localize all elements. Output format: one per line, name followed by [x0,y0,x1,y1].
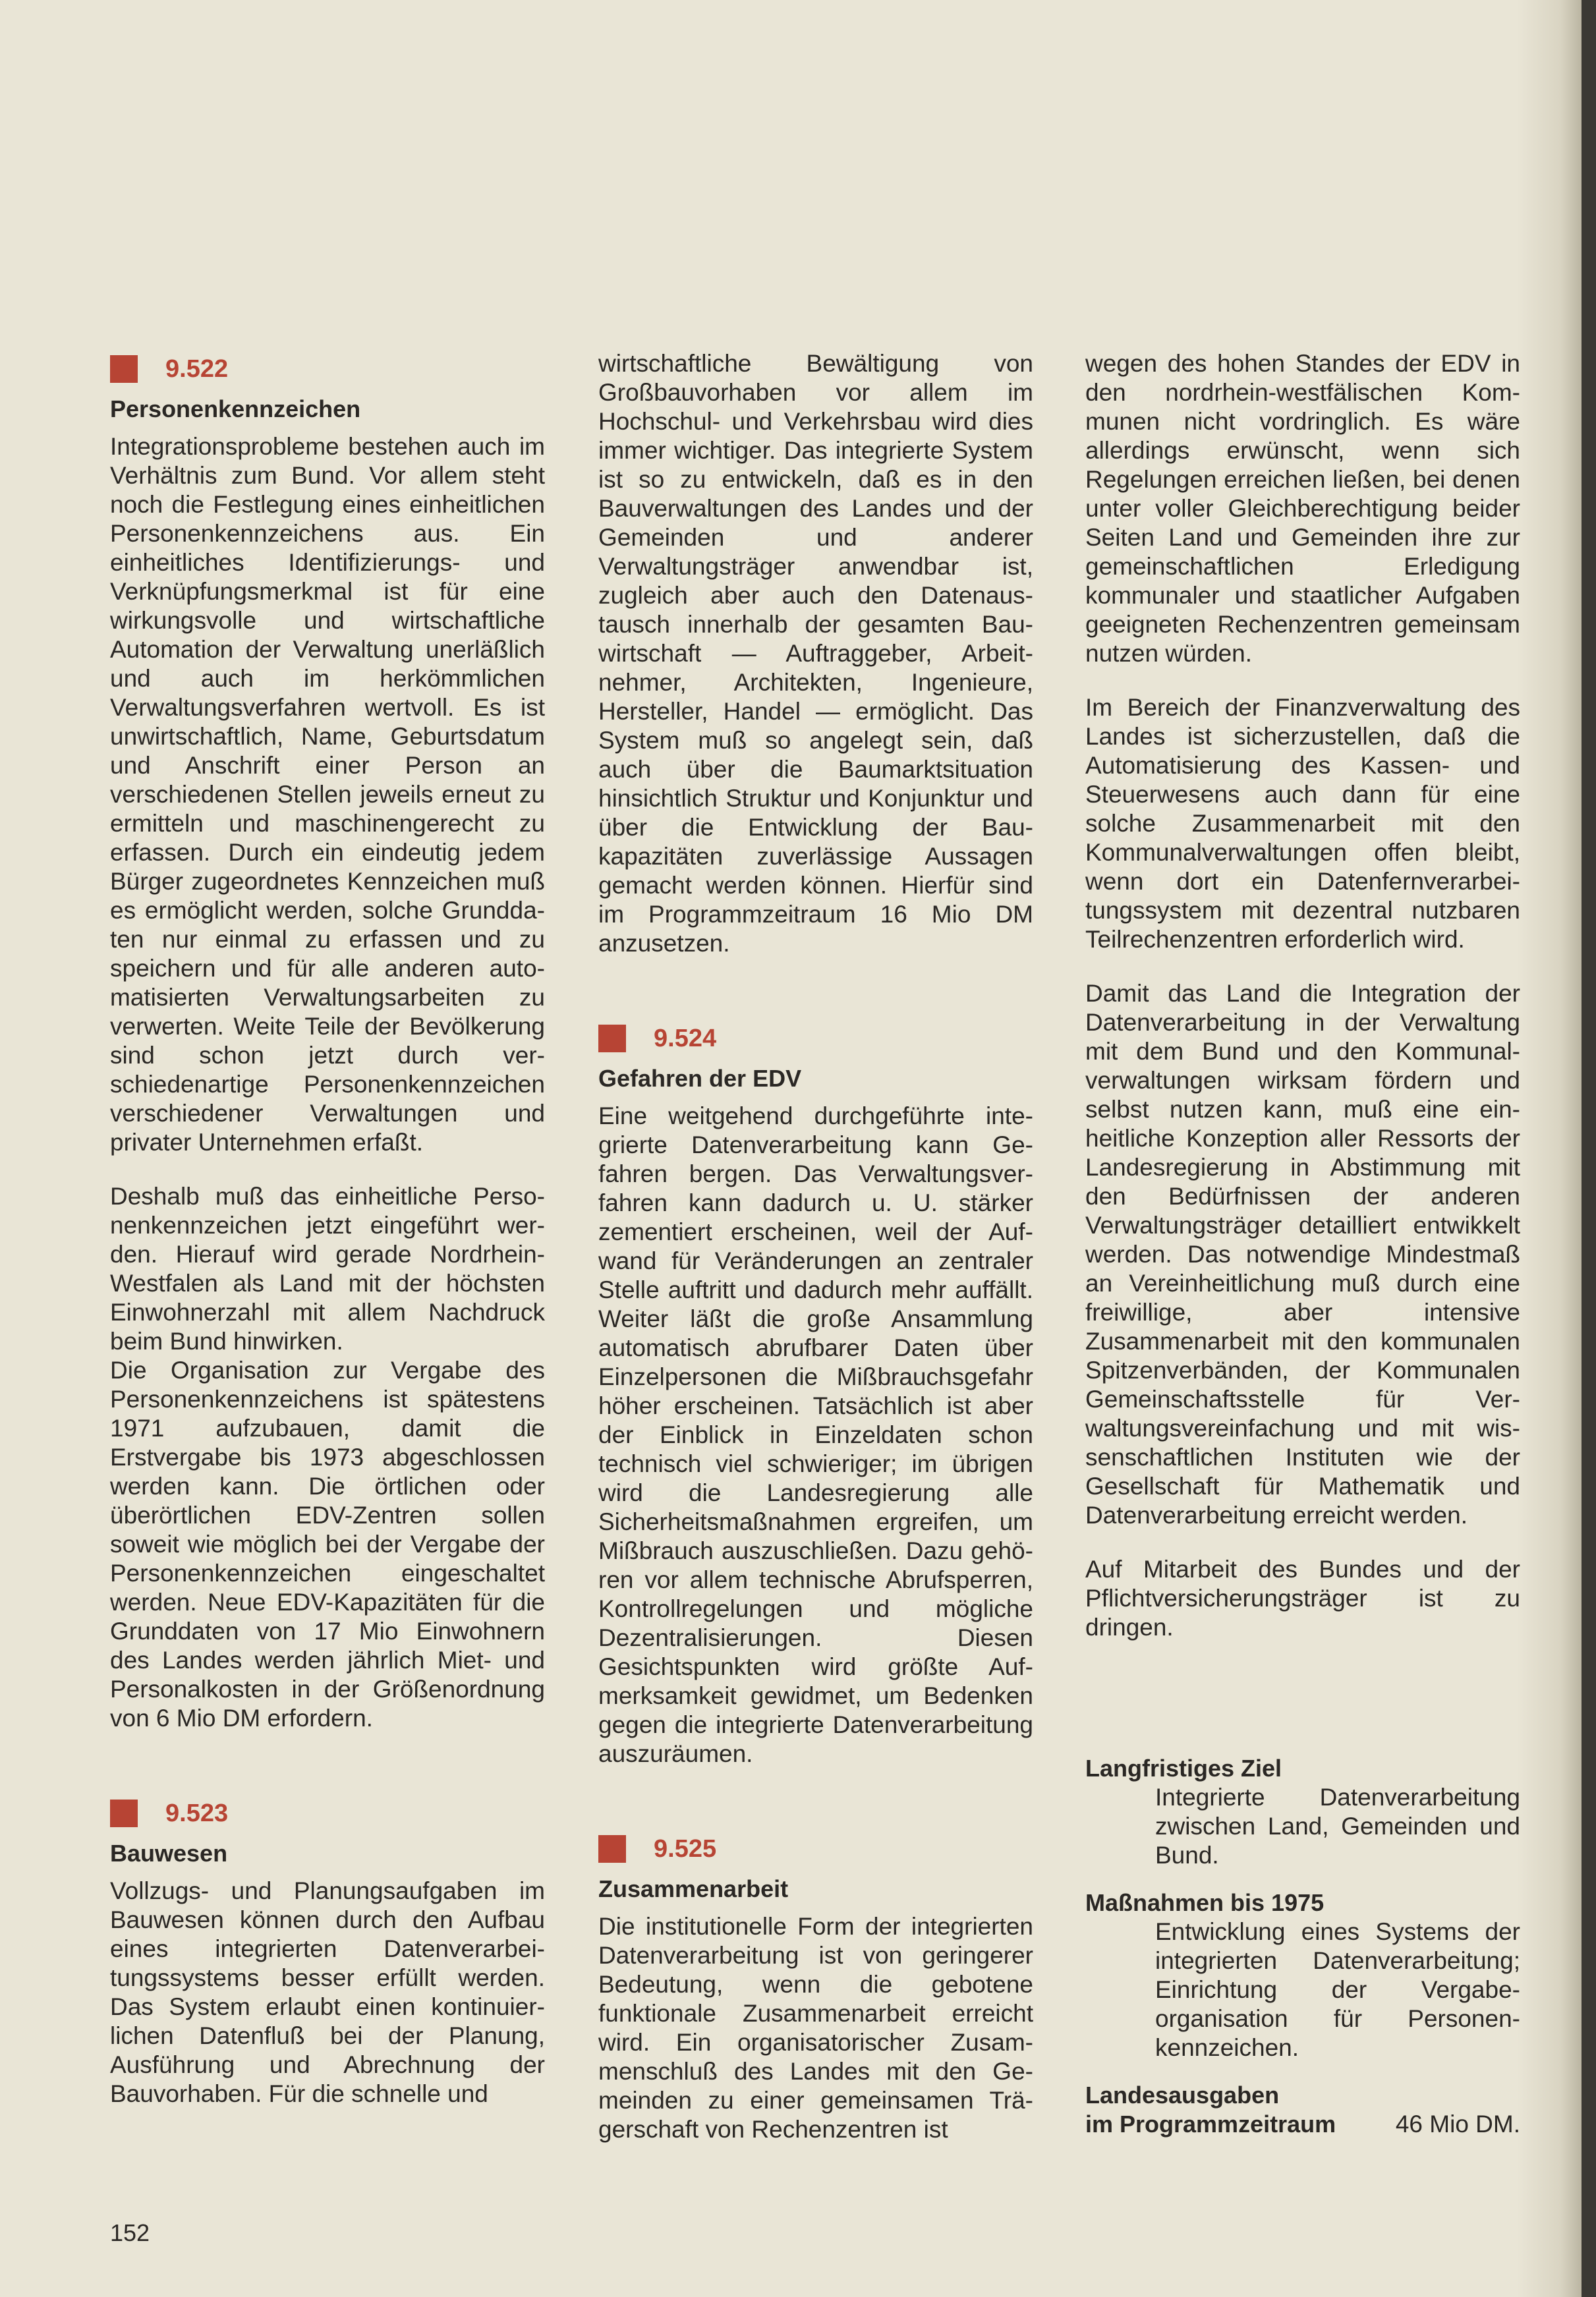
continuation-block [598,349,1033,958]
paragraph: wirtschaftliche Bewältigung von Großbauvorhaben vor allem im Hochschul- und Verkehrsbau wird dies immer wichtiger. Das integrierte System ist so zu entwickeln, daß es in den Bauverwaltungen des Landes und der Gemeinden und anderer Verwaltungsträger anwendbar ist, zugleich aber auch den Datenaustausch innerhalb der gesamten Bauwirtschaft — Auftraggeber, Arbeitnehmer, Architekten, Ingenieure, Hersteller, Handel — ermöglicht. Das System muß so angelegt sein, daß auch über die Baumarktsituation hinsichtlich Struktur und Konjunktur und über die Entwicklung der Baukapazitäten zuverlässige Aussagen gemacht werden können. Hierfür sind im Programmzeitraum 16 Mio DM anzusetzen. [598,350,1033,957]
measures-title: Maßnahmen bis 1975 [1085,1889,1325,1916]
paragraph: Deshalb muß das einheitliche Personenkennzeichen jetzt eingeführt werden. Hierauf wird gerade Nordrhein-Westfalen als Land mit der höchsten Einwohnerzahl mit allem Nachdruck beim Bund hinwirken. [110,1183,545,1355]
section-9-523 [110,1794,545,2109]
red-square-marker [598,1835,626,1863]
column-3 [1085,349,1520,2139]
section-number-line [598,1019,1033,1058]
column-1 [110,349,545,2169]
paragraph: Die Organisation zur Vergabe des Personenkennzeichens ist spätestens 1971 aufzubauen, damit die Erstvergabe bis 1973 abgeschlossen werden kann. Die örtlichen oder überörtlichen EDV-Zentren sollen soweit wie möglich bei der Vergabe der Personenkennzeichen eingeschaltet werden. Neue EDV-Kapazitäten für die Grunddaten von 17 Mio Einwohnern des Landes werden jährlich Miet- und Personalkosten in der Größenordnung von 6 Mio DM erfordern. [110,1357,545,1732]
paragraph: Vollzugs- und Planungsaufgaben im Bauwesen können durch den Aufbau eines integrierten Datenverarbeitungssystems besser erfüllt werden. Das System erlaubt einen kontinuierlichen Datenfluß bei der Planung, Ausführung und Abrechnung der Bauvorhaben. Für die schnelle und [110,1877,545,2107]
paragraph: wegen des hohen Standes der EDV in den nordrhein-westfälischen Kommunen nicht vordringlich. Es wäre allerdings erwünscht, wenn sich Regelungen erreichen ließen, bei denen unter voller Gleichberechtigung beider Seiten Land und Gemeinden ihre zur gemeinschaftlichen Erledigung kommunaler und staatlicher Aufgaben geeigneten Rechenzentren gemeinsam nutzen würden. [1085,350,1520,667]
section-9-524 [598,1019,1033,1769]
expenditure-row [1085,2110,1520,2139]
column-2 [598,349,1033,2205]
paragraph: Auf Mitarbeit des Bundes und der Pflichtversicherungsträger ist zu dringen. [1085,1556,1520,1641]
section-heading: Gefahren der EDV [598,1065,802,1092]
paragraph: Die institutionelle Form der integrierten Datenverarbeitung ist von geringerer Bedeutung, wenn die gebotene funktionale Zusammenarbeit erreicht wird. Ein organisatorischer Zusammenschluß des Landes mit den Gemeinden zu einer gemeinsamen Trägerschaft von Rechenzentren ist [598,1913,1033,2143]
expenditure-amount: 46 Mio DM. [1395,2111,1520,2138]
section-heading: Zusammenarbeit [598,1875,789,1902]
section-heading: Bauwesen [110,1840,228,1867]
section-number: 9.524 [654,1024,717,1052]
page-number: 152 [110,2219,150,2246]
section-number: 9.525 [654,1834,717,1863]
state-expenditure-title: Landesausgaben [1085,2082,1280,2109]
section-9-525 [598,1829,1033,2144]
paragraph: Eine weitgehend durchgeführte integrierte Datenverarbeitung kann Gefahren bergen. Das Verwaltungsverfahren kann dadurch u. U. stärker zementiert erscheinen, weil der Aufwand für Veränderungen an zentraler Stelle auftritt und dadurch mehr auffällt. Weiter läßt die große Ansammlung automatisch abrufbarer Daten über Einzelpersonen die Mißbrauchsgefahr höher erscheinen. Tatsächlich ist aber der Einblick in Einzeldaten schon technisch viel schwieriger; im übrigen wird die Landesregierung alle Sicherheitsmaßnahmen ergreifen, um Mißbrauch auszuschließen. Dazu gehören vor allem technische Abrufsperren, Kontrollregelungen und mögliche Dezentralisierungen. Diesen Gesichtspunkten wird größte Aufmerksamkeit gewidmet, um Bedenken gegen die integrierte Datenverarbeitung auszuräumen. [598,1102,1033,1767]
paragraph: Integrationsprobleme bestehen auch im Verhältnis zum Bund. Vor allem steht noch die Festlegung eines einheitlichen Personenkennzeichens aus. Ein einheitliches Identifizierungs- und Verknüpfungsmerkmal ist für eine wirkungsvolle und wirtschaftliche Automation der Verwaltung unerläßlich und auch im herkömmlichen Verwaltungsverfahren wertvoll. Es ist unwirtschaftlich, Name, Geburtsdatum und Anschrift einer Person an verschiedenen Stellen jeweils erneut zu ermitteln und maschinengerecht zu erfassen. Durch ein eindeutig jedem Bürger zugeordnetes Kennzeichen muß es ermöglicht werden, solche Grunddaten nur einmal zu erfassen und zu speichern und für alle anderen automatisierten Verwaltungsarbeiten zu verwerten. Weite Teile der Bevölkerung sind schon jetzt durch verschiedenartige Personenkennzeichen verschiedener Verwaltungen und privater Unternehmen erfaßt. [110,433,545,1156]
summary-box [1085,1754,1520,2139]
long-term-goal-text: Integrierte Datenverarbeitung zwischen Land, Gemeinden und Bund. [1155,1784,1520,1869]
section-number-line [598,1829,1033,1869]
section-9-522 [110,349,545,1733]
paragraph: Damit das Land die Integration der Datenverarbeitung in der Verwaltung mit dem Bund und den Kommunalverwaltungen wirksam fördern und selbst nutzen kann, muß eine einheitliche Konzeption aller Ressorts der Landesregierung in Abstimmung mit den Bedürfnissen der anderen Verwaltungsträger detailliert entwikkelt werden. Das notwendige Mindestmaß an Vereinheitlichung muß durch eine freiwillige, aber intensive Zusammenarbeit mit den kommunalen Spitzenverbänden, der Kommunalen Gemeinschaftsstelle für Verwaltungsvereinfachung und mit wissenschaftlichen Instituten wie der Gesellschaft für Mathematik und Datenverarbeitung erreicht werden. [1085,980,1520,1529]
long-term-goal-title: Langfristiges Ziel [1085,1755,1282,1782]
page-edge [1582,0,1596,2297]
section-number: 9.523 [165,1799,229,1827]
red-square-marker [110,1800,138,1827]
section-number: 9.522 [165,354,229,383]
section-number-line [110,1794,545,1833]
section-heading: Personenkennzeichen [110,395,361,422]
program-period-label: im Programmzeitraum [1085,2111,1336,2138]
measures-text: Entwicklung eines Systems der integrierten Datenverarbeitung; Einrichtung der Vergabeorganisation für Personenkennzeichen. [1155,1918,1520,2061]
section-number-line [110,349,545,389]
red-square-marker [110,355,138,383]
red-square-marker [598,1025,626,1052]
paragraph: Im Bereich der Finanzverwaltung des Landes ist sicherzustellen, daß die Automatisierung des Kassen- und Steuerwesens auch dann für eine solche Zusammenarbeit mit den Kommunalverwaltungen offen bleibt, wenn dort ein Datenfernverarbeitungssystem mit dezentral nutzbaren Teilrechenzentren erforderlich wird. [1085,694,1520,953]
